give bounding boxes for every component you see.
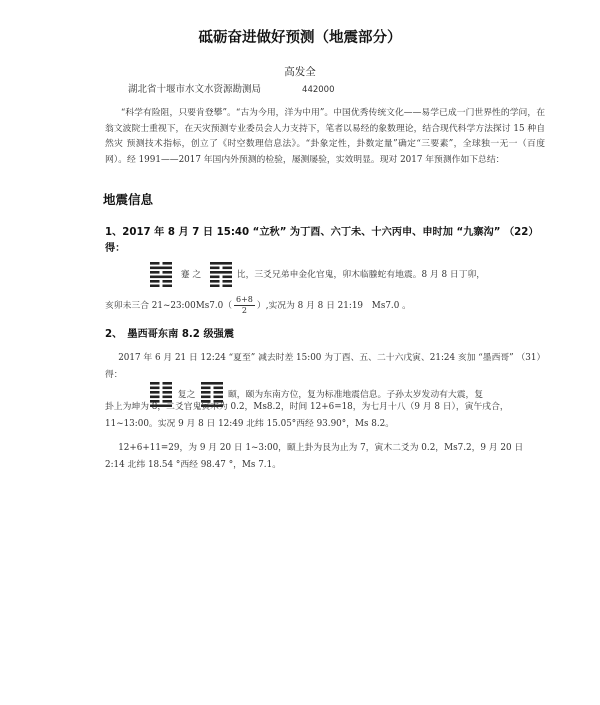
hexagram-line: [150, 262, 160, 265]
hexagram-line: [210, 267, 220, 270]
hexagram-line: [163, 387, 173, 390]
item1-hex-connector: 蹇 之: [180, 270, 202, 281]
hexagram-line: [150, 285, 160, 288]
item1-line1-text: 比，三爻兄弟申金化官鬼，卯木临螣蛇有地震。8 月 8 日丁卯，: [236, 270, 486, 281]
hexagram-line: [210, 262, 232, 265]
hexagram-line: [210, 280, 220, 283]
hexagram-line: [222, 267, 232, 270]
section-heading: 地震信息: [103, 192, 154, 207]
hexagram-line: [210, 271, 232, 274]
hexagram-bi-icon: [210, 262, 232, 287]
hexagram-line: [201, 396, 211, 399]
document-title: 砥砺奋进做好预测（地震部分）: [198, 30, 402, 46]
item1-heading: 1、2017 年 8 月 7 日 15:40 “立秋” 为丁酉、六丁未、十六丙申、申时加 “九寨沟” （22）得：: [105, 227, 539, 254]
hexagram-line: [163, 271, 173, 274]
hexagram-line: [150, 271, 160, 274]
hexagram-line: [163, 285, 173, 288]
hexagram-line: [214, 391, 224, 394]
hexagram-line: [222, 285, 232, 288]
item2-para3: 12+6+11=29，为 9 月 20 日 1~3:00，颐上卦为艮为止为 7，寅木二爻为 0.2，Ms7.2，9 月 20 日 2:14 北纬 18.54 °西经 98.47 °，Ms 7.1。: [105, 443, 524, 470]
hexagram-line: [150, 276, 172, 279]
item1-hexagram-line: [150, 262, 550, 287]
item2-para1: 2017 年 6 月 21 日 12:24 “夏至” 减去时差 15:00 为丁酉、五、二十六戊寅、21:24 亥加 “墨西哥” （31）得：: [105, 353, 541, 380]
hexagram-line: [163, 396, 173, 399]
item1-line2-a: 亥卯未三合 21~23:00Ms7.0（: [105, 301, 233, 311]
hexagram-line: [150, 382, 160, 385]
item2-line-text: 颐，颐为东南方位，复为标准地震信息。子孙太岁发动有大震，复: [228, 390, 484, 401]
author-name: 高发全: [284, 66, 316, 78]
item2-para2: 卦上为坤为 8，二爻官鬼寅木为 0.2，Ms8.2，时间 12+6=18，为七月十八（9 月 8 日），寅午戌合，11~13:00。实况 9 月 8 日 12:49 北纬 15.05°西经 93.90°，Ms 8.2。: [105, 402, 509, 429]
intro-text: “科学有险阻，只要肯登攀”。“古为今用，洋为中用”。中国优秀传统文化——易学已成一门世界性的学问，在翁文波院士重视下，在天灾预测专业委员会人力支持下，笔者以易经的象数理论，结合现代科学方法探讨 15 种自然灾 预测技术指标，创立了《时空数理信息法》。“卦象定性，卦数定量”确定“三要素”，全球独一无一（百度网）。经 1991——2017 年国内外预测的检验，屡测屡验，实效明显。现对 2017 年预测作如下总结：: [105, 108, 545, 165]
hexagram-line: [150, 267, 172, 270]
hexagram-line: [222, 276, 232, 279]
hexagram-line: [210, 276, 220, 279]
item1-line2-b: ）,实况为 8 月 8 日 21:19 Ms7.0 。: [256, 301, 411, 311]
hexagram-line: [163, 262, 173, 265]
fraction-denominator: 2: [241, 306, 247, 315]
item2-hex-connector: 复之: [177, 390, 196, 401]
hexagram-line: [214, 387, 224, 390]
hexagram-line: [210, 285, 220, 288]
hexagram-line: [201, 391, 211, 394]
hexagram-line: [163, 382, 173, 385]
author-affiliation: [128, 81, 335, 95]
hexagram-line: [150, 280, 160, 283]
hexagram-line: [150, 391, 160, 394]
hexagram-line: [163, 391, 173, 394]
hexagram-line: [201, 387, 211, 390]
item2-heading: 2、 墨西哥东南 8.2 级强震: [105, 329, 235, 340]
intro-paragraph: [105, 106, 545, 168]
item1-line2: [105, 295, 550, 316]
hexagram-jian-icon: [150, 262, 172, 287]
hexagram-line: [150, 387, 160, 390]
hexagram-line: [214, 396, 224, 399]
fraction-numerator: 6+8: [236, 295, 253, 304]
hexagram-line: [163, 280, 173, 283]
hexagram-line: [222, 280, 232, 283]
item1-fraction: [234, 295, 255, 316]
hexagram-line: [150, 396, 160, 399]
affiliation-text: 湖北省十堰市水文水资源勘测局: [128, 84, 262, 95]
hexagram-line: [201, 382, 223, 385]
zip-code: 442000: [302, 85, 335, 95]
